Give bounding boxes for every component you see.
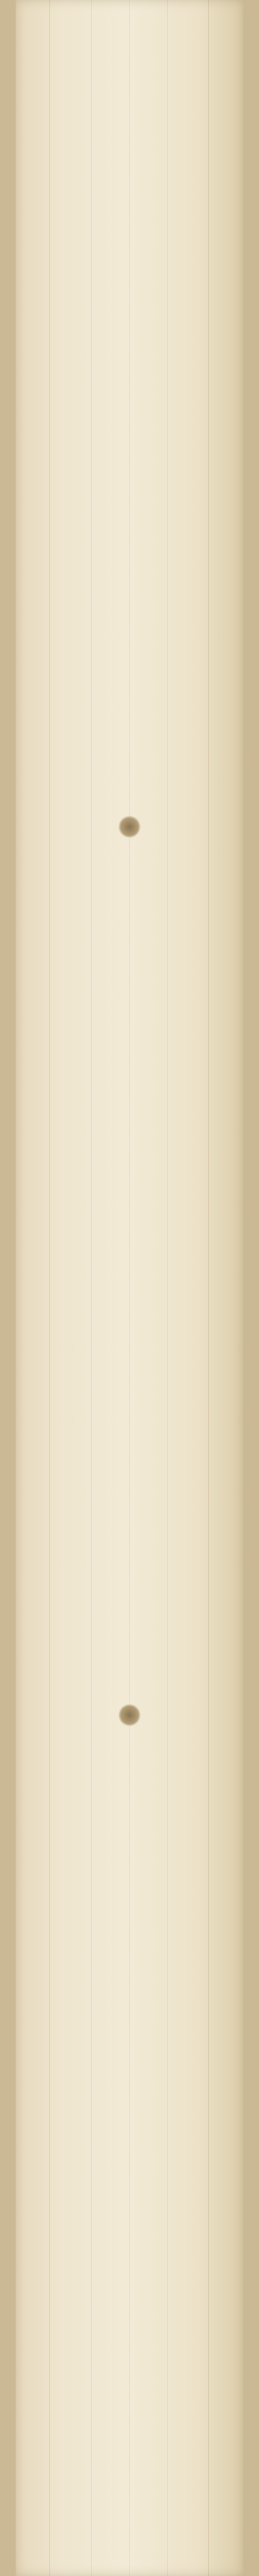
leaf-edge-right: [243, 0, 259, 2576]
leaf-fiber: [49, 0, 50, 2576]
palm-leaf: [16, 0, 243, 2576]
string-hole: [118, 816, 141, 838]
string-hole: [118, 1704, 141, 1726]
leaf-edge-left: [0, 0, 16, 2576]
inscription-area: [55, 67, 236, 2508]
